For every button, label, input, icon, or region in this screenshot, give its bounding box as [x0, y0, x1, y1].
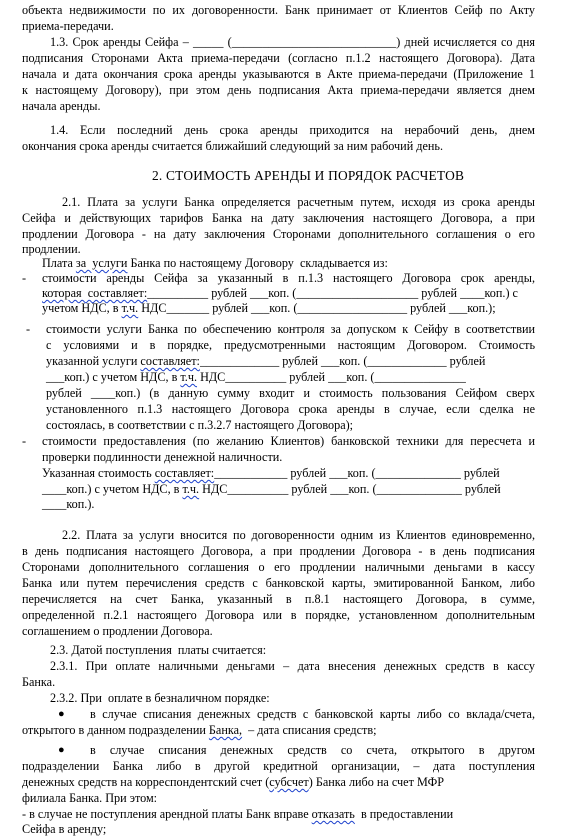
text-line: рублей ____коп.) (в данную сумму входит и стоимость пользования Сейфом сверх — [46, 386, 535, 400]
clause-2-3: 2.3. Датой поступления платы считается: — [50, 643, 267, 657]
text-line: приема-передачи. — [22, 19, 114, 33]
fee-item-rent: стоимости аренды Сейфа за указанный в п.1.3 настоящего Договора срок аренды, — [42, 271, 535, 285]
clause-2-1: 2.1. Плата за услуги Банка определяется расчетным путем, исходя из срока аренды — [62, 195, 535, 209]
clause-1-4: 1.4. Если последний день срока аренды приходится на нерабочий день, днем — [50, 123, 535, 137]
text-line: окончания срока аренды считается ближайший следующий за ним рабочий день. — [22, 139, 444, 153]
dash-marker: - — [22, 271, 27, 285]
text-line: определенной п.2.1 настоящего Договора или в порядке, установленном дополнительным — [22, 608, 535, 622]
text-line: Сторонами дополнительного соглашения о его продлении наличными деньгами в кассу — [22, 560, 535, 574]
text-run: учетом НДС, в — [42, 301, 122, 315]
text-run: денежных средств на корреспондентский счет ( — [22, 775, 270, 789]
text-line: Сейфа в аренду; — [22, 822, 107, 836]
text-run: НДС_______ рублей ___коп. (__________________ рублей ___коп.); — [138, 301, 496, 315]
text-run: НДС__________ рублей ___коп. (______________ рублей — [199, 482, 501, 496]
text-run: составляет: — [154, 466, 215, 480]
text-line: Банка или путем перечисления средств с банковской карты, эмитированной Банком, либо — [22, 576, 535, 590]
dash-marker: - — [26, 322, 31, 336]
fee-item-access-control: стоимости услуги Банка по обеспечению контроля за допуском к Сейфу в соответствии — [46, 322, 535, 336]
text-run: ) Банка либо на счет МФР — [308, 775, 445, 789]
text-run: ____________ рублей ___коп. (______________ рублей — [214, 466, 500, 480]
text-line: подразделении Банка либо в другой кредитной организации, – дата поступления — [22, 759, 535, 773]
text-run: _____________ рублей ___коп. (_____________ рублей — [199, 354, 486, 368]
text-line: подписания Сторонами Акта приема-передачи (согласно п.1.2 настоящего Договора). Дата — [22, 51, 535, 65]
text-line: перечисляется на счет Банка, указанный в п.8.1 настоящего Договора, в сумме, — [22, 592, 535, 606]
clause-2-2: 2.2. Плата за услуги вносится по договоренности одним из Клиентов единовременно, — [62, 528, 535, 542]
payment-case-account: в случае списания денежных средств со счета, открытого в другом — [90, 743, 535, 757]
text-line — [22, 807, 453, 822]
text-line — [42, 286, 518, 301]
text-line: продлении Договора - на дату заключения Сторонами дополнительного соглашения о его — [22, 227, 535, 241]
text-line: проверки подлинности денежной наличности. — [42, 450, 283, 464]
payment-case-card: в случае списания денежных средств с банковской карты либо со вклада/счета, — [90, 707, 535, 721]
text-run: т.ч. — [180, 370, 198, 384]
text-run: Плата — [42, 256, 76, 270]
text-run: субсчет — [269, 775, 309, 789]
clause-2-3-2: 2.3.2. При оплате в безналичном порядке: — [50, 691, 270, 705]
text-run: составляет: — [140, 354, 200, 368]
text-line — [42, 482, 501, 497]
fee-item-equipment: стоимости предоставления (по желанию Клиентов) банковской техники для пересчета и — [42, 434, 535, 448]
text-line: Банка. — [22, 675, 56, 689]
text-line: к настоящему Договору), при этом день подписания Акта приема-передачи является днем — [22, 83, 535, 97]
text-run: отказать — [311, 807, 355, 821]
text-run: Банка по настоящему Договору складывается из: — [127, 256, 388, 270]
clause-2-3-1: 2.3.1. При оплате наличными деньгами – дата внесения денежных средств в кассу — [50, 659, 535, 673]
text-run: ____коп.) с учетом НДС, в — [42, 482, 183, 496]
text-line — [42, 301, 496, 316]
text-line — [42, 466, 500, 481]
text-line: соглашением о продлении Договора. — [22, 624, 213, 638]
text-line — [46, 370, 466, 385]
text-run: за услуги — [75, 256, 128, 270]
text-run: Банка, — [208, 723, 243, 737]
text-run: в предоставлении — [354, 807, 454, 821]
text-line: состоялась, в соответствии с п.3.2.7 настоящего Договора); — [46, 418, 354, 432]
text-line: Сейфа и действующих тарифов Банка на дату заключения настоящего Договора, а при — [22, 211, 535, 225]
text-line: ____коп.). — [42, 497, 95, 511]
text-run: НДС__________ рублей ___коп. (_______________ — [197, 370, 466, 384]
text-run: т.ч. — [182, 482, 200, 496]
text-line: с условиями и в порядке, предусмотренными настоящим Договором. Стоимость — [46, 338, 535, 352]
text-line — [22, 775, 444, 790]
text-run: которая составляет: — [42, 286, 148, 300]
text-line: продлении. — [22, 242, 81, 256]
text-line: начала аренды. — [22, 99, 101, 113]
text-run: т.ч. — [121, 301, 139, 315]
text-line: начала и дата окончания срока аренды указываются в Акте приема-передачи (Приложение 1 — [22, 67, 535, 81]
text-line: филиала Банка. При этом: — [22, 791, 158, 805]
text-run: – дата списания средств; — [242, 723, 377, 737]
dash-marker: - — [22, 434, 27, 448]
text-run: ___коп.) с учетом НДС, в — [46, 370, 181, 384]
text-line — [22, 723, 376, 738]
text-line: установленного п.1.3 настоящего Договора срока аренды в случае, если сделка не — [46, 402, 535, 416]
text-run: Указанная стоимость — [42, 466, 155, 480]
text-line — [46, 354, 485, 369]
bullet-icon: ● — [58, 744, 65, 756]
text-run: __________ рублей ___коп. (____________________ рублей ____коп.) с — [147, 286, 518, 300]
section-heading: 2. СТОИМОСТЬ АРЕНДЫ И ПОРЯДОК РАСЧЕТОВ — [152, 168, 465, 183]
bullet-icon: ● — [58, 708, 65, 720]
text-run: открытого в данном подразделении — [22, 723, 209, 737]
fee-intro — [42, 256, 388, 271]
text-line: объекта недвижимости по их договоренности. Банк принимает от Клиентов Сейф по Акту — [22, 3, 535, 17]
clause-1-3: 1.3. Срок аренды Сейфа – _____ (___________________________) дней исчисляется со дня — [50, 35, 535, 49]
text-line: в день подписания настоящего Договора, а при продлении Договора - в день подписания — [22, 544, 535, 558]
text-run: - в случае не поступления арендной платы Банк вправе — [22, 807, 312, 821]
text-run: указанной услуги — [46, 354, 141, 368]
